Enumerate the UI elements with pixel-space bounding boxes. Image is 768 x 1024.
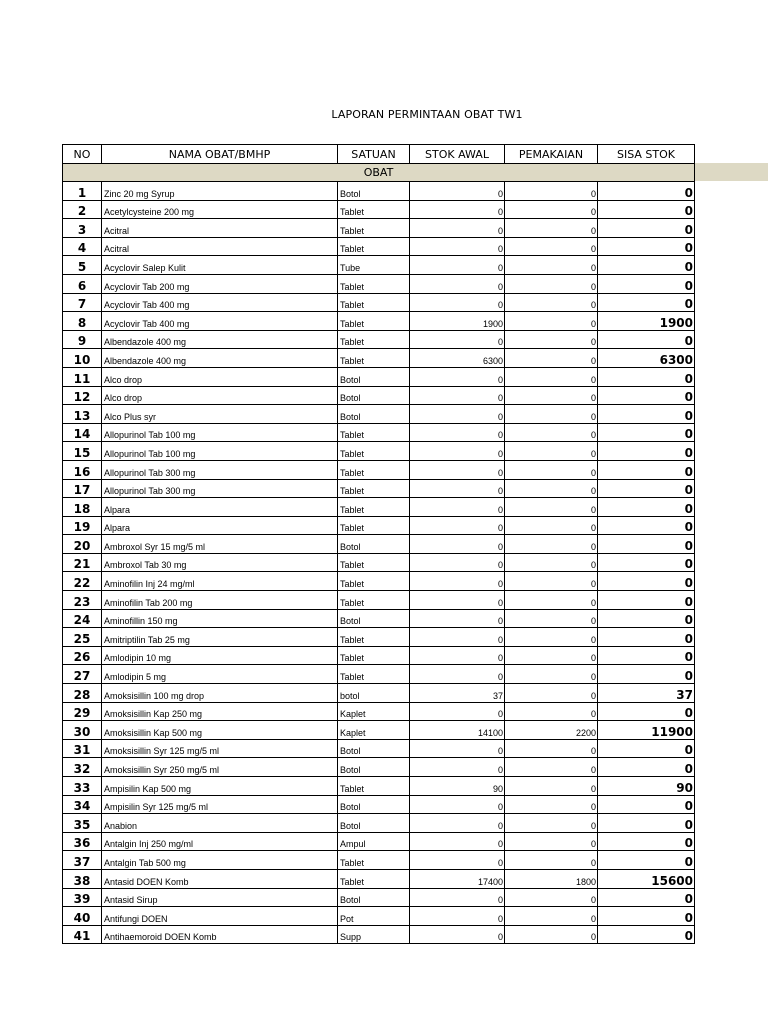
cell-no: 23: [63, 591, 102, 610]
cell-satuan: Pot: [338, 907, 410, 926]
header-row: [63, 145, 695, 164]
table-row: [63, 869, 695, 888]
cell-no: 9: [63, 330, 102, 349]
cell-no: 2: [63, 200, 102, 219]
cell-stok-awal: 0: [410, 628, 505, 647]
cell-nama: Alco Plus syr: [102, 405, 338, 424]
cell-nama: Amoksisillin Kap 250 mg: [102, 702, 338, 721]
table-row: [63, 851, 695, 870]
table-row: [63, 535, 695, 554]
cell-satuan: Botol: [338, 609, 410, 628]
header-satuan: SATUAN: [338, 145, 410, 164]
cell-stok-awal: 0: [410, 237, 505, 256]
cell-stok-awal: 0: [410, 907, 505, 926]
cell-satuan: Botol: [338, 758, 410, 777]
cell-nama: Ampisilin Syr 125 mg/5 ml: [102, 795, 338, 814]
cell-sisa-stok: 0: [598, 702, 695, 721]
table-row: [63, 739, 695, 758]
cell-nama: Albendazole 400 mg: [102, 349, 338, 368]
cell-sisa-stok: 0: [598, 795, 695, 814]
table-row: [63, 498, 695, 517]
cell-no: 10: [63, 349, 102, 368]
table-row: [63, 777, 695, 796]
cell-no: 36: [63, 832, 102, 851]
cell-no: 14: [63, 423, 102, 442]
cell-sisa-stok: 0: [598, 553, 695, 572]
cell-pemakaian: 0: [505, 330, 598, 349]
cell-pemakaian: 0: [505, 665, 598, 684]
cell-nama: Acyclovir Tab 400 mg: [102, 312, 338, 331]
table-row: [63, 349, 695, 368]
cell-stok-awal: 6300: [410, 349, 505, 368]
cell-pemakaian: 0: [505, 498, 598, 517]
cell-nama: Albendazole 400 mg: [102, 330, 338, 349]
table-row: [63, 479, 695, 498]
cell-no: 19: [63, 516, 102, 535]
cell-nama: Alpara: [102, 498, 338, 517]
cell-satuan: Tablet: [338, 442, 410, 461]
cell-no: 27: [63, 665, 102, 684]
header-pemakaian: PEMAKAIAN: [505, 145, 598, 164]
table-row: [63, 367, 695, 386]
cell-pemakaian: 0: [505, 591, 598, 610]
cell-nama: Ampisilin Kap 500 mg: [102, 777, 338, 796]
cell-sisa-stok: 0: [598, 367, 695, 386]
cell-stok-awal: 0: [410, 646, 505, 665]
cell-stok-awal: 90: [410, 777, 505, 796]
cell-stok-awal: 0: [410, 386, 505, 405]
cell-stok-awal: 0: [410, 535, 505, 554]
cell-nama: Amlodipin 5 mg: [102, 665, 338, 684]
cell-stok-awal: 0: [410, 851, 505, 870]
cell-pemakaian: 0: [505, 888, 598, 907]
cell-pemakaian: 1800: [505, 869, 598, 888]
cell-nama: Acetylcysteine 200 mg: [102, 200, 338, 219]
cell-pemakaian: 2200: [505, 721, 598, 740]
cell-satuan: Tablet: [338, 498, 410, 517]
table-row: [63, 721, 695, 740]
cell-nama: Antifungi DOEN: [102, 907, 338, 926]
cell-pemakaian: 0: [505, 442, 598, 461]
cell-nama: Aminofilin Inj 24 mg/ml: [102, 572, 338, 591]
cell-satuan: Botol: [338, 386, 410, 405]
cell-pemakaian: 0: [505, 274, 598, 293]
cell-satuan: Botol: [338, 739, 410, 758]
cell-pemakaian: 0: [505, 423, 598, 442]
table-row: [63, 182, 695, 201]
section-row: [63, 164, 695, 182]
cell-sisa-stok: 0: [598, 386, 695, 405]
cell-sisa-stok: 0: [598, 498, 695, 517]
table-row: [63, 442, 695, 461]
cell-nama: Antalgin Tab 500 mg: [102, 851, 338, 870]
cell-sisa-stok: 0: [598, 442, 695, 461]
cell-satuan: Supp: [338, 925, 410, 944]
table-row: [63, 795, 695, 814]
cell-no: 4: [63, 237, 102, 256]
cell-sisa-stok: 0: [598, 646, 695, 665]
cell-stok-awal: 0: [410, 591, 505, 610]
cell-satuan: Tablet: [338, 330, 410, 349]
cell-nama: Ambroxol Syr 15 mg/5 ml: [102, 535, 338, 554]
table-row: [63, 665, 695, 684]
cell-pemakaian: 0: [505, 609, 598, 628]
table-row: [63, 330, 695, 349]
cell-pemakaian: 0: [505, 386, 598, 405]
cell-pemakaian: 0: [505, 535, 598, 554]
cell-stok-awal: 0: [410, 460, 505, 479]
cell-stok-awal: 17400: [410, 869, 505, 888]
cell-sisa-stok: 0: [598, 888, 695, 907]
cell-sisa-stok: 0: [598, 832, 695, 851]
header-sisa-stok: SISA STOK: [598, 145, 695, 164]
cell-satuan: Tablet: [338, 237, 410, 256]
cell-nama: Amoksisillin Syr 125 mg/5 ml: [102, 739, 338, 758]
cell-pemakaian: 0: [505, 219, 598, 238]
cell-stok-awal: 0: [410, 665, 505, 684]
cell-no: 18: [63, 498, 102, 517]
cell-stok-awal: 0: [410, 200, 505, 219]
cell-sisa-stok: 0: [598, 851, 695, 870]
cell-nama: Aminofillin 150 mg: [102, 609, 338, 628]
table-row: [63, 237, 695, 256]
cell-sisa-stok: 0: [598, 907, 695, 926]
cell-no: 30: [63, 721, 102, 740]
table-row: [63, 832, 695, 851]
cell-nama: Anabion: [102, 814, 338, 833]
cell-sisa-stok: 0: [598, 758, 695, 777]
cell-pemakaian: 0: [505, 684, 598, 703]
cell-no: 20: [63, 535, 102, 554]
cell-no: 22: [63, 572, 102, 591]
cell-stok-awal: 0: [410, 572, 505, 591]
cell-satuan: botol: [338, 684, 410, 703]
cell-satuan: Botol: [338, 888, 410, 907]
header-nama: NAMA OBAT/BMHP: [102, 145, 338, 164]
cell-satuan: Tablet: [338, 423, 410, 442]
cell-no: 40: [63, 907, 102, 926]
cell-sisa-stok: 0: [598, 535, 695, 554]
cell-stok-awal: 0: [410, 609, 505, 628]
cell-satuan: Tablet: [338, 591, 410, 610]
cell-no: 1: [63, 182, 102, 201]
cell-no: 33: [63, 777, 102, 796]
cell-nama: Antihaemoroid DOEN Komb: [102, 925, 338, 944]
cell-nama: Zinc 20 mg Syrup: [102, 182, 338, 201]
table-row: [63, 256, 695, 275]
cell-pemakaian: 0: [505, 349, 598, 368]
cell-nama: Acyclovir Tab 200 mg: [102, 274, 338, 293]
cell-stok-awal: 0: [410, 498, 505, 517]
cell-no: 7: [63, 293, 102, 312]
cell-nama: Acyclovir Salep Kulit: [102, 256, 338, 275]
cell-nama: Alco drop: [102, 386, 338, 405]
table-row: [63, 219, 695, 238]
cell-no: 41: [63, 925, 102, 944]
cell-satuan: Tablet: [338, 479, 410, 498]
cell-nama: Alpara: [102, 516, 338, 535]
cell-nama: Antasid Sirup: [102, 888, 338, 907]
cell-stok-awal: 0: [410, 330, 505, 349]
table-row: [63, 684, 695, 703]
cell-pemakaian: 0: [505, 702, 598, 721]
table-row: [63, 293, 695, 312]
cell-stok-awal: 0: [410, 553, 505, 572]
cell-pemakaian: 0: [505, 646, 598, 665]
cell-nama: Allopurinol Tab 100 mg: [102, 423, 338, 442]
cell-nama: Acitral: [102, 237, 338, 256]
cell-nama: Ambroxol Tab 30 mg: [102, 553, 338, 572]
cell-sisa-stok: 0: [598, 591, 695, 610]
cell-no: 39: [63, 888, 102, 907]
cell-sisa-stok: 1900: [598, 312, 695, 331]
table-row: [63, 553, 695, 572]
cell-sisa-stok: 0: [598, 572, 695, 591]
table-row: [63, 888, 695, 907]
cell-no: 5: [63, 256, 102, 275]
cell-satuan: Botol: [338, 367, 410, 386]
cell-satuan: Tablet: [338, 572, 410, 591]
cell-pemakaian: 0: [505, 851, 598, 870]
cell-pemakaian: 0: [505, 814, 598, 833]
table-row: [63, 814, 695, 833]
cell-satuan: Kaplet: [338, 721, 410, 740]
cell-pemakaian: 0: [505, 907, 598, 926]
cell-sisa-stok: 37: [598, 684, 695, 703]
cell-pemakaian: 0: [505, 795, 598, 814]
cell-pemakaian: 0: [505, 256, 598, 275]
cell-no: 25: [63, 628, 102, 647]
cell-satuan: Tablet: [338, 460, 410, 479]
cell-no: 3: [63, 219, 102, 238]
cell-stok-awal: 0: [410, 832, 505, 851]
cell-no: 38: [63, 869, 102, 888]
cell-no: 28: [63, 684, 102, 703]
cell-satuan: Tablet: [338, 219, 410, 238]
cell-stok-awal: 0: [410, 758, 505, 777]
table-row: [63, 702, 695, 721]
report-title: LAPORAN PERMINTAAN OBAT TW1: [331, 108, 523, 121]
cell-stok-awal: 0: [410, 274, 505, 293]
cell-satuan: Tablet: [338, 869, 410, 888]
cell-satuan: Tablet: [338, 646, 410, 665]
cell-stok-awal: 0: [410, 795, 505, 814]
cell-no: 31: [63, 739, 102, 758]
cell-stok-awal: 0: [410, 925, 505, 944]
cell-no: 6: [63, 274, 102, 293]
cell-stok-awal: 0: [410, 702, 505, 721]
stock-table: [62, 144, 695, 944]
cell-pemakaian: 0: [505, 312, 598, 331]
cell-sisa-stok: 0: [598, 516, 695, 535]
cell-pemakaian: 0: [505, 367, 598, 386]
cell-no: 17: [63, 479, 102, 498]
cell-sisa-stok: 0: [598, 405, 695, 424]
cell-pemakaian: 0: [505, 237, 598, 256]
cell-satuan: Botol: [338, 795, 410, 814]
cell-satuan: Tablet: [338, 312, 410, 331]
cell-pemakaian: 0: [505, 832, 598, 851]
cell-sisa-stok: 15600: [598, 869, 695, 888]
cell-pemakaian: 0: [505, 777, 598, 796]
cell-sisa-stok: 0: [598, 665, 695, 684]
table-row: [63, 460, 695, 479]
cell-satuan: Tube: [338, 256, 410, 275]
cell-nama: Alco drop: [102, 367, 338, 386]
cell-stok-awal: 0: [410, 516, 505, 535]
cell-no: 16: [63, 460, 102, 479]
table-row: [63, 516, 695, 535]
cell-nama: Aminofilin Tab 200 mg: [102, 591, 338, 610]
cell-pemakaian: 0: [505, 293, 598, 312]
cell-satuan: Botol: [338, 814, 410, 833]
cell-stok-awal: 37: [410, 684, 505, 703]
header-stok-awal: STOK AWAL: [410, 145, 505, 164]
cell-satuan: Tablet: [338, 553, 410, 572]
cell-sisa-stok: 0: [598, 182, 695, 201]
cell-nama: Amlodipin 10 mg: [102, 646, 338, 665]
cell-pemakaian: 0: [505, 925, 598, 944]
cell-pemakaian: 0: [505, 628, 598, 647]
cell-stok-awal: 0: [410, 256, 505, 275]
cell-no: 24: [63, 609, 102, 628]
cell-sisa-stok: 0: [598, 814, 695, 833]
cell-stok-awal: 0: [410, 423, 505, 442]
table-body: [63, 164, 695, 944]
table-row: [63, 758, 695, 777]
cell-satuan: Tablet: [338, 628, 410, 647]
cell-pemakaian: 0: [505, 553, 598, 572]
cell-stok-awal: 14100: [410, 721, 505, 740]
cell-satuan: Tablet: [338, 777, 410, 796]
cell-stok-awal: 0: [410, 405, 505, 424]
cell-no: 13: [63, 405, 102, 424]
cell-pemakaian: 0: [505, 516, 598, 535]
section-label: OBAT: [63, 164, 695, 182]
cell-satuan: Tablet: [338, 851, 410, 870]
table-row: [63, 405, 695, 424]
cell-stok-awal: 0: [410, 219, 505, 238]
cell-sisa-stok: 0: [598, 460, 695, 479]
cell-nama: Allopurinol Tab 300 mg: [102, 460, 338, 479]
cell-stok-awal: 0: [410, 479, 505, 498]
cell-no: 8: [63, 312, 102, 331]
table-row: [63, 200, 695, 219]
cell-no: 34: [63, 795, 102, 814]
cell-nama: Amoksisillin Kap 500 mg: [102, 721, 338, 740]
cell-pemakaian: 0: [505, 758, 598, 777]
cell-stok-awal: 0: [410, 367, 505, 386]
cell-sisa-stok: 90: [598, 777, 695, 796]
cell-nama: Antasid DOEN Komb: [102, 869, 338, 888]
cell-satuan: Botol: [338, 182, 410, 201]
cell-sisa-stok: 0: [598, 925, 695, 944]
cell-sisa-stok: 0: [598, 423, 695, 442]
cell-pemakaian: 0: [505, 460, 598, 479]
cell-satuan: Ampul: [338, 832, 410, 851]
cell-no: 29: [63, 702, 102, 721]
cell-stok-awal: 0: [410, 293, 505, 312]
cell-sisa-stok: 0: [598, 200, 695, 219]
cell-no: 35: [63, 814, 102, 833]
table-row: [63, 628, 695, 647]
cell-satuan: Tablet: [338, 516, 410, 535]
table-row: [63, 274, 695, 293]
cell-satuan: Botol: [338, 535, 410, 554]
cell-sisa-stok: 0: [598, 219, 695, 238]
cell-stok-awal: 1900: [410, 312, 505, 331]
table-row: [63, 907, 695, 926]
cell-nama: Amoksisillin 100 mg drop: [102, 684, 338, 703]
table-row: [63, 312, 695, 331]
cell-no: 11: [63, 367, 102, 386]
cell-pemakaian: 0: [505, 182, 598, 201]
cell-sisa-stok: 0: [598, 479, 695, 498]
cell-no: 21: [63, 553, 102, 572]
cell-nama: Acitral: [102, 219, 338, 238]
cell-sisa-stok: 0: [598, 274, 695, 293]
cell-pemakaian: 0: [505, 200, 598, 219]
cell-sisa-stok: 0: [598, 237, 695, 256]
cell-no: 15: [63, 442, 102, 461]
cell-pemakaian: 0: [505, 572, 598, 591]
cell-nama: Antalgin Inj 250 mg/ml: [102, 832, 338, 851]
cell-sisa-stok: 6300: [598, 349, 695, 368]
cell-stok-awal: 0: [410, 739, 505, 758]
cell-sisa-stok: 11900: [598, 721, 695, 740]
header-no: NO: [63, 145, 102, 164]
cell-no: 37: [63, 851, 102, 870]
cell-satuan: Kaplet: [338, 702, 410, 721]
table-row: [63, 646, 695, 665]
cell-satuan: Tablet: [338, 274, 410, 293]
table-row: [63, 591, 695, 610]
cell-stok-awal: 0: [410, 888, 505, 907]
cell-sisa-stok: 0: [598, 609, 695, 628]
cell-satuan: Botol: [338, 405, 410, 424]
cell-satuan: Tablet: [338, 200, 410, 219]
cell-satuan: Tablet: [338, 293, 410, 312]
cell-satuan: Tablet: [338, 665, 410, 684]
cell-pemakaian: 0: [505, 739, 598, 758]
cell-nama: Acyclovir Tab 400 mg: [102, 293, 338, 312]
cell-no: 26: [63, 646, 102, 665]
table-row: [63, 386, 695, 405]
cell-sisa-stok: 0: [598, 739, 695, 758]
cell-nama: Allopurinol Tab 300 mg: [102, 479, 338, 498]
cell-no: 12: [63, 386, 102, 405]
cell-stok-awal: 0: [410, 442, 505, 461]
cell-sisa-stok: 0: [598, 293, 695, 312]
table-row: [63, 572, 695, 591]
table-row: [63, 925, 695, 944]
cell-pemakaian: 0: [505, 479, 598, 498]
cell-pemakaian: 0: [505, 405, 598, 424]
cell-nama: Allopurinol Tab 100 mg: [102, 442, 338, 461]
cell-stok-awal: 0: [410, 814, 505, 833]
cell-nama: Amitriptilin Tab 25 mg: [102, 628, 338, 647]
cell-satuan: Tablet: [338, 349, 410, 368]
table-row: [63, 423, 695, 442]
cell-no: 32: [63, 758, 102, 777]
cell-nama: Amoksisillin Syr 250 mg/5 ml: [102, 758, 338, 777]
table-row: [63, 609, 695, 628]
cell-sisa-stok: 0: [598, 330, 695, 349]
cell-sisa-stok: 0: [598, 256, 695, 275]
cell-sisa-stok: 0: [598, 628, 695, 647]
cell-stok-awal: 0: [410, 182, 505, 201]
